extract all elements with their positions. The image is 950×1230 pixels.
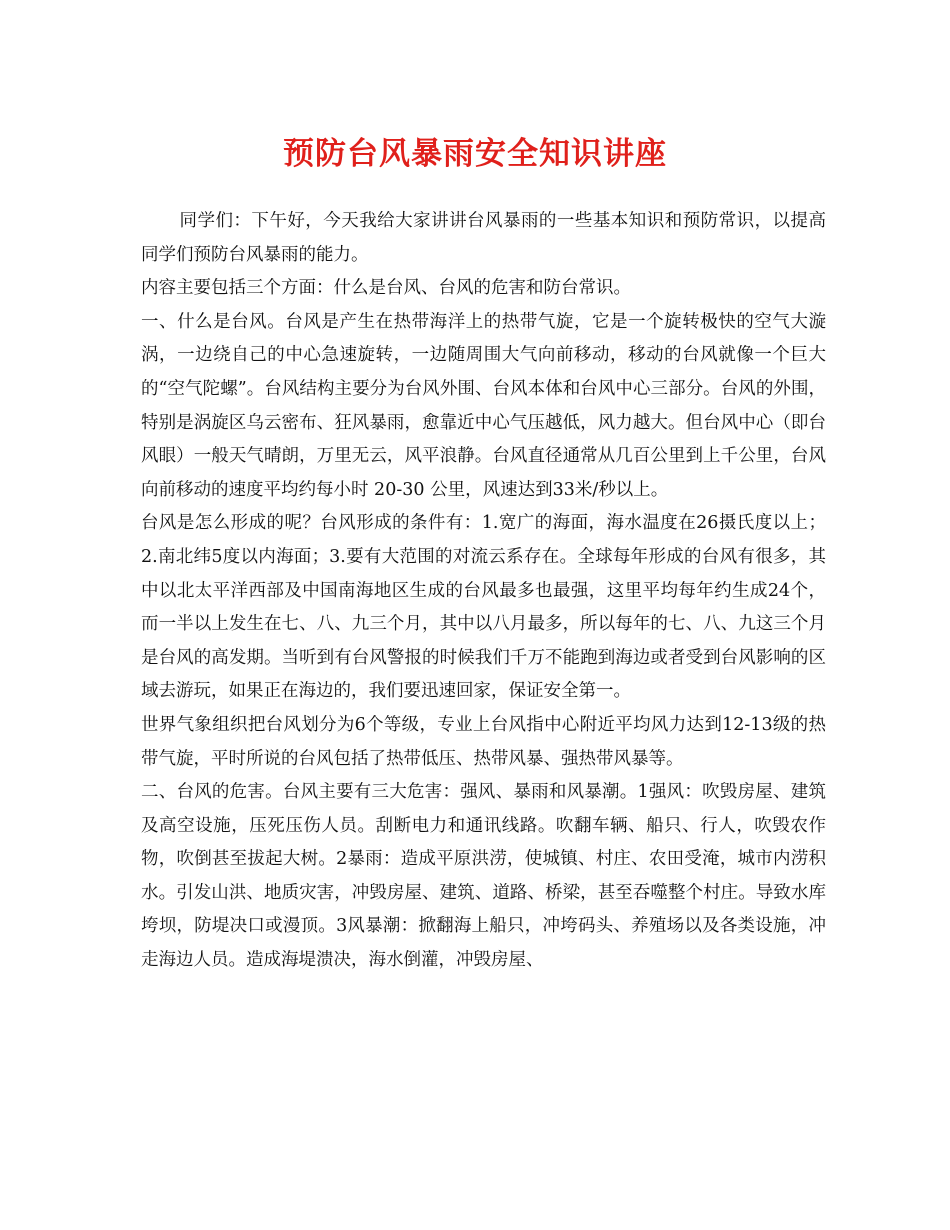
document-body [141, 205, 826, 978]
paragraph-what-is-typhoon: 一、什么是台风。台风是产生在热带海洋上的热带气旋，它是一个旋转极快的空气大漩涡，一边绕自己的中心急速旋转，一边随周围大气向前移动，移动的台风就像一个巨大的“空气陀螺”。台风结构主要分为台风外围、台风本体和台风中心三部分。台风的外围，特别是涡旋区乌云密布、狂风暴雨，愈靠近中心气压越低，风力越大。但台风中心（即台风眼）一般天气晴朗，万里无云，风平浪静。台风直径通常从几百公里到上千公里，台风向前移动的速度平均约每小时 20-30 公里，风速达到33米/秒以上。 [141, 311, 826, 500]
paragraph-typhoon-hazards: 二、台风的危害。台风主要有三大危害：强风、暴雨和风暴潮。1强风：吹毁房屋、建筑及高空设施，压死压伤人员。刮断电力和通讯线路。吹翻车辆、船只、行人，吹毁农作物，吹倒甚至拔起大树。2暴雨：造成平原洪涝，使城镇、村庄、农田受淹，城市内涝积水。引发山洪、地质灾害，冲毁房屋、建筑、道路、桥梁，甚至吞噬整个村庄。导致水库垮坝，防堤决口或漫顶。3风暴潮：掀翻海上船只，冲垮码头、养殖场以及各类设施，冲走海边人员。造成海堤溃决，海水倒灌，冲毁房屋、 [141, 782, 826, 971]
paragraph-typhoon-formation: 台风是怎么形成的呢？台风形成的条件有：1.宽广的海面，海水温度在26摄氏度以上；2.南北纬5度以内海面；3.要有大范围的对流云系存在。全球每年形成的台风有很多，其中以北太平洋西部及中国南海地区生成的台风最多也最强，这里平均每年约生成24个，而一半以上发生在七、八、九三个月，其中以八月最多，所以每年的七、八、九这三个月是台风的高发期。当听到有台风警报的时候我们千万不能跑到海边或者受到台风影响的区域去游玩，如果正在海边的，我们要迅速回家，保证安全第一。 [141, 513, 826, 702]
paragraph-outline: 内容主要包括三个方面：什么是台风、台风的危害和防台常识。 [141, 278, 631, 299]
page-title: 预防台风暴雨安全知识讲座 [283, 136, 667, 172]
paragraph-typhoon-levels: 世界气象组织把台风划分为6个等级，专业上台风指中心附近平均风力达到12-13级的热带气旋，平时所说的台风包括了热带低压、热带风暴、强热带风暴等。 [141, 714, 826, 769]
paragraph-greeting: 同学们：下午好，今天我给大家讲讲台风暴雨的一些基本知识和预防常识，以提高同学们预防台风暴雨的能力。 [141, 211, 826, 265]
